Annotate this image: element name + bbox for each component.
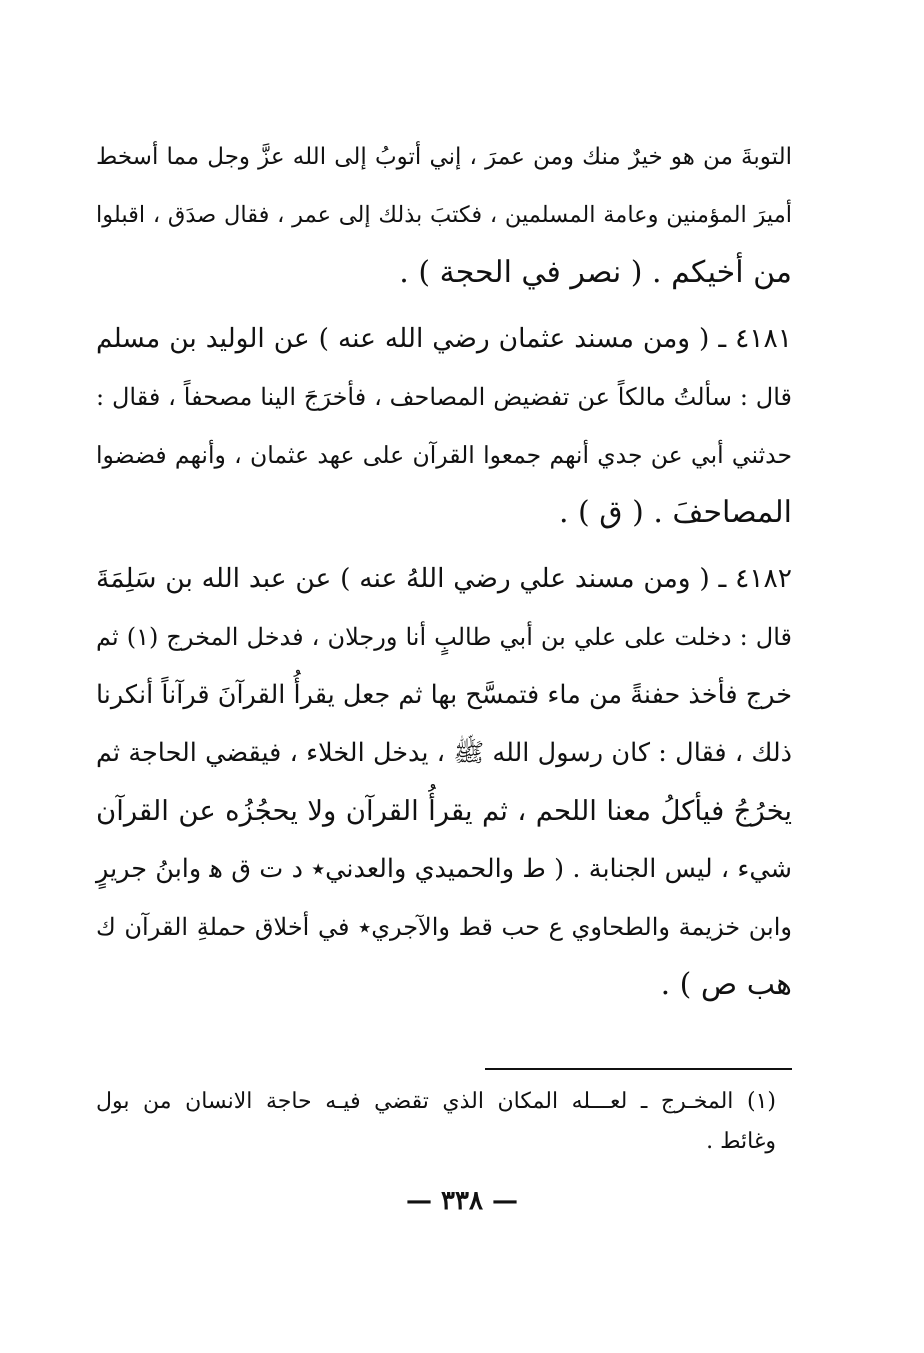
text-line: أميرَ المؤمنين وعامة المسلمين ، فكتبَ بذلك إلى عمر ، فقال صدَق ، اقبلوا [96, 202, 792, 228]
text-line: ٤١٨١ ـ ( ومن مسند عثمان رضي الله عنه ) عن الوليد بن مسلم [96, 323, 792, 354]
footnote-divider [485, 1068, 792, 1070]
text-line: يخرُجُ فيأكلُ معنا اللحم ، ثم يقرأُ القرآن ولا يحجُزُه عن القرآن [96, 795, 792, 827]
text-line: هب ص ) . [660, 967, 792, 1002]
footnote [96, 1082, 776, 1162]
main-text [96, 128, 792, 1014]
text-line: التوبةَ من هو خيرٌ منك ومن عمرَ ، إني أتوبُ إلى الله عزَّ وجل مما أسخط [96, 144, 792, 170]
text-line: قال : دخلت على علي بن أبي طالبٍ أنا ورجلان ، فدخل المخرج (١) ثم [96, 623, 792, 651]
text-line: خرج فأخذ حفنةً من ماء فتمسَّح بها ثم جعل يقرأُ القرآنَ قرآناً أنكرنا [96, 680, 792, 710]
paragraph-gap [96, 302, 792, 310]
page-number: — ٣٣٨ — [405, 1186, 519, 1216]
text-line: حدثني أبي عن جدي أنهم جمعوا القرآن على عهد عثمان ، وأنهم فضضوا [96, 441, 792, 469]
text-line: ذلك ، فقال : كان رسول الله ﷺ ، يدخل الخلاء ، فيقضي الحاجة ثم [96, 738, 792, 768]
paragraph-hadith-4182 [96, 550, 792, 1014]
paragraph-gap [96, 542, 792, 550]
footnote-line: (١) المخـرج ـ لعـــله المكان الذي تقضي فيـه حاجة الانسان من بول [96, 1089, 776, 1114]
text-line: المصاحفَ . ( ق ) . [558, 495, 792, 530]
text-line: وابن خزيمة والطحاوي ع حب قط والآجري٭ في أخلاق حملةِ القرآن ك [96, 913, 792, 941]
paragraph-continuation [96, 128, 792, 302]
footnote-line: وغائط . [706, 1129, 776, 1154]
text-line: ٤١٨٢ ـ ( ومن مسند علي رضي اللهُ عنه ) عن عبد الله بن سَلِمَةَ [96, 563, 792, 594]
text-line: من أخيكم . ( نصر في الحجة ) . [399, 255, 792, 290]
text-line: قال : سألتُ مالكاً عن تفضيض المصاحف ، فأخرَجَ الينا مصحفاً ، فقال : [96, 383, 793, 411]
text-line: شيء ، ليس الجنابة . ( ط والحميدي والعدني٭ د ت ق ﻫ وابنُ جريرٍ [96, 854, 792, 884]
paragraph-hadith-4181 [96, 310, 792, 542]
